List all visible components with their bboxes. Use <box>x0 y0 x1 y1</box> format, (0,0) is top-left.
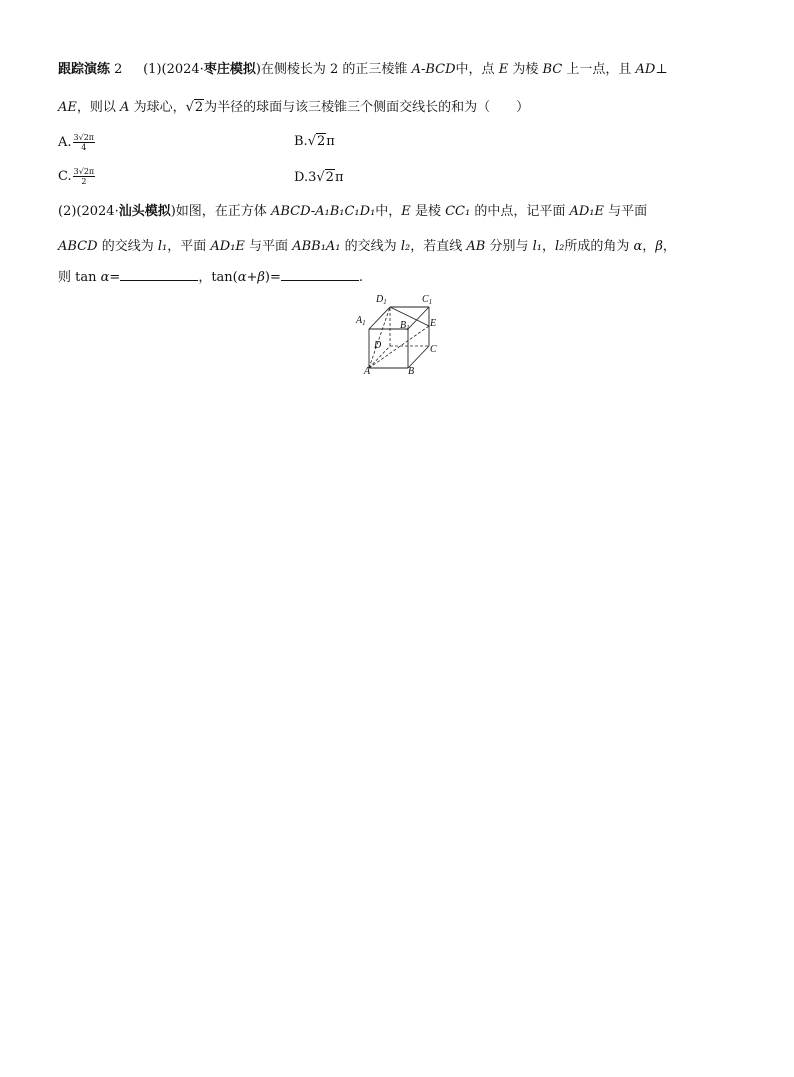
tan-alpha-text: 则 tan <box>58 270 101 285</box>
perp-symbol: ⊥ <box>655 62 668 77</box>
part1-text-b: 中，点 <box>455 62 495 77</box>
option-b-label: B. <box>294 134 308 149</box>
problem-line-1 <box>58 61 668 79</box>
problem-number: 2 <box>114 62 123 77</box>
part2-comma-2: ， <box>642 239 656 254</box>
option-a-label: A. <box>58 135 72 150</box>
part2-line-l2-b: l₂ <box>554 239 565 254</box>
option-c-fraction <box>73 167 96 186</box>
sqrt-radicand: 2 <box>325 170 334 185</box>
part1-source: 枣庄模拟 <box>203 62 256 77</box>
part2-line-l1-b: l₁ <box>532 239 542 254</box>
label-c: C <box>430 344 437 355</box>
option-a-fraction <box>73 133 96 152</box>
part2-line-1 <box>58 203 647 221</box>
cube-figure <box>352 290 444 376</box>
sqrt-sign: √ <box>185 100 194 115</box>
part2-text-e: 与平面 <box>608 204 648 219</box>
part2-text-k: 分别与 <box>489 239 529 254</box>
part1-text-d: 上一点，且 <box>566 62 632 77</box>
option-a[interactable] <box>58 133 95 152</box>
label-a1: $A_1$ <box>356 315 366 327</box>
part2-plane-abcd: ABCD <box>58 239 98 254</box>
label-e: E <box>430 318 437 329</box>
part2-text-h: 与平面 <box>249 239 289 254</box>
part2-line-2 <box>58 238 676 256</box>
part1-text-c: 为棱 <box>512 62 539 77</box>
edge-b1c1 <box>408 307 429 329</box>
part2-line-l1: l₁ <box>157 239 168 254</box>
sqrt-sign: √ <box>316 170 325 185</box>
label-a: A <box>364 366 371 376</box>
option-c-denominator: 2 <box>81 177 87 186</box>
part2-plane-ad1e-2: AD₁E <box>210 239 245 254</box>
angle-alpha: α <box>633 239 643 254</box>
part2-text-l: 所成的角为 <box>564 239 630 254</box>
part2-plane-ad1e: AD₁E <box>569 204 605 219</box>
label-b: B <box>408 366 415 376</box>
angle-beta: β <box>655 239 663 254</box>
label-b1: $B_1$ <box>400 320 410 332</box>
part2-text-i: 的交线为 <box>344 239 397 254</box>
part2-line-3 <box>58 268 363 287</box>
answer-blank-1[interactable] <box>120 268 198 281</box>
part2-text-c: 是棱 <box>414 204 441 219</box>
sqrt-two <box>186 99 205 117</box>
part1-tag: (1)(2024· <box>143 62 204 77</box>
tan-alpha-symbol: α <box>100 270 110 285</box>
equals-sign: = <box>109 270 121 285</box>
part1-edge-ae: AE <box>58 100 77 115</box>
edge-bc <box>408 346 429 368</box>
label-d: D <box>374 340 382 351</box>
part2-line-l2: l₂ <box>400 239 411 254</box>
part2-text-f: 的交线为 <box>101 239 154 254</box>
part1-text-g: 为半径的球面与该三棱锥三个侧面交线长的和为（ ） <box>204 100 530 115</box>
part2-text-g: ，平面 <box>167 239 207 254</box>
edge-a1d1 <box>369 307 390 329</box>
part2-plane-abb1a1: ABB₁A₁ <box>292 239 341 254</box>
part2-comma: ， <box>541 239 555 254</box>
part2-cube: ABCD-A₁B₁C₁D₁ <box>270 204 376 219</box>
part1-point-a: A <box>120 100 130 115</box>
option-a-denominator: 4 <box>81 143 87 152</box>
option-a-numerator: 3√2π <box>73 133 95 142</box>
part1-point-e: E <box>498 62 509 77</box>
pi-symbol: π <box>326 134 335 149</box>
option-c[interactable] <box>58 167 95 186</box>
option-d-sqrt <box>316 169 335 187</box>
option-c-numerator: 3√2π <box>73 167 95 176</box>
tan-sum-close: )= <box>264 270 281 285</box>
option-c-label: C. <box>58 169 72 184</box>
period: . <box>358 270 364 285</box>
problem-heading: 跟踪演练 <box>58 62 111 77</box>
part2-tag: (2)(2024· <box>58 204 119 219</box>
tan-sum-text: ，tan( <box>198 270 238 285</box>
part2-point-e: E <box>401 204 411 219</box>
label-d1: $D_1$ <box>376 294 387 306</box>
option-b-sqrt <box>308 133 327 151</box>
sqrt-radicand: 2 <box>316 134 326 149</box>
pi-symbol: π <box>334 170 344 185</box>
part2-text-b: 中， <box>375 204 402 219</box>
part2-source: 汕头模拟 <box>118 204 171 219</box>
part1-tetra: A-BCD <box>411 62 456 77</box>
part2-edge-cc1: CC₁ <box>445 204 471 219</box>
option-d[interactable] <box>294 169 344 187</box>
option-d-label: D. <box>294 170 309 185</box>
sqrt-sign: √ <box>307 134 316 149</box>
answer-blank-2[interactable] <box>281 268 359 281</box>
label-c1: $C_1$ <box>422 294 433 306</box>
part2-line-ab: AB <box>466 239 486 254</box>
part2-text-a: )如图，在正方体 <box>170 204 267 219</box>
option-b[interactable] <box>294 133 335 151</box>
problem-line-2 <box>58 99 529 117</box>
part1-edge-ad: AD <box>635 62 656 77</box>
tan-sum-args: α+β <box>237 270 265 285</box>
part1-edge-bc: BC <box>542 62 563 77</box>
option-d-coef: 3 <box>308 170 317 185</box>
part2-comma-3: ， <box>662 239 676 254</box>
part1-text-f: 为球心， <box>133 100 186 115</box>
part1-text-e: ，则以 <box>76 100 116 115</box>
part2-text-d: 的中点，记平面 <box>474 204 566 219</box>
part1-text: )在侧棱长为 2 的正三棱锥 <box>255 62 408 77</box>
segment-ad1 <box>369 307 390 368</box>
sqrt-radicand: 2 <box>194 100 204 115</box>
part2-text-j: ，若直线 <box>410 239 463 254</box>
